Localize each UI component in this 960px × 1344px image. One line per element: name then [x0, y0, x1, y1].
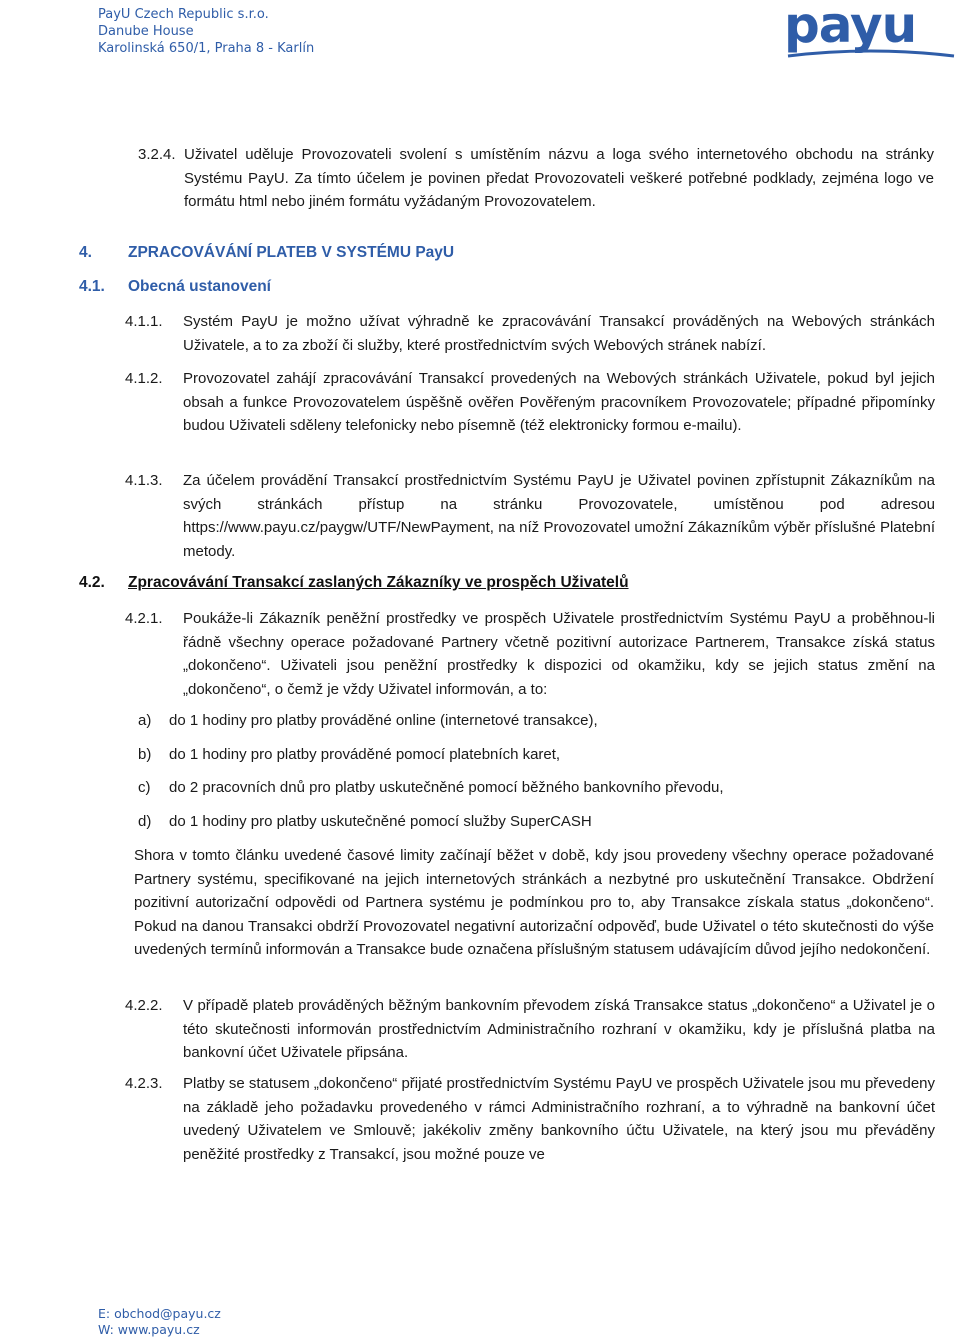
paragraph-text: Uživatel uděluje Provozovateli svolení s umístěním názvu a loga svého internetového obchodu na stránky Systému PayU. Za tímto účelem je povinen předat Provozovateli veškeré potřebné podklady, zejména logo ve formátu html nebo jiném formátu vyžádaným Provozovatelem. [184, 146, 934, 210]
payu-logo [782, 2, 958, 60]
paragraph-text: Poukáže-li Zákazník peněžní prostředky ve prospěch Uživatele prostřednictvím Systému PayU a proběhnou-li řádně všechny operace požadované Partnery včetně pozitivní autorizace Partnerem, Transakce získá status „dokončeno“. Uživateli jsou peněžní prostředky k dispozici od okamžiku, kdy se jejich status změní na „dokončeno“, o čemž je vždy Uživatel informován, a to: [183, 610, 935, 698]
paragraph-number: 4.1.1. [125, 313, 163, 330]
heading-number: 4.2. [79, 574, 105, 591]
list-item-a [138, 709, 938, 733]
company-street: Karolinská 650/1, Praha 8 - Karlín [98, 41, 315, 56]
section-heading-4-1 [79, 278, 271, 296]
list-label: c) [138, 779, 151, 796]
list-label: a) [138, 712, 152, 729]
company-name: PayU Czech Republic s.r.o. [98, 7, 269, 22]
heading-text: Zpracovávání Transakcí zaslaných Zákazníky ve prospěch Uživatelů [128, 574, 629, 591]
paragraph-4-1-2 [125, 367, 935, 438]
section-heading-4 [79, 244, 454, 262]
heading-number: 4. [79, 244, 92, 261]
paragraph-number: 3.2.4. [138, 146, 176, 163]
paragraph-text: Provozovatel zahájí zpracovávání Transakcí provedených na Webových stránkách Uživatele, pokud byl jejich obsah a funkce Provozovatelem úspěšně ověřen Pověřeným pracovníkem Provozovatele; případné připomínky budou Uživateli sděleny telefonicky nebo písemně (též elektronicky formou e-mailu). [183, 370, 935, 434]
paragraph-text: Za účelem provádění Transakcí prostřednictvím Systému PayU je Uživatel povinen zpřístupnit Zákazníkům na svých stránkách přístup na stránku Provozovatele, umístěnou pod adresou https://www.payu.cz/paygw/UTF/NewPayment, na níž Provozovatel umožní Zákazníkům výběr příslušné Platební metody. [183, 472, 935, 560]
paragraph-time-limits [134, 844, 934, 962]
list-text: do 2 pracovních dnů pro platby uskutečněné pomocí běžného bankovního převodu, [169, 779, 724, 796]
paragraph-text: Systém PayU je možno užívat výhradně ke zpracovávání Transakcí prováděných na Webových stránkách Uživatele, a to za zboží či služby, které prostřednictvím svých Webových stránek nabízí. [183, 313, 935, 354]
company-building: Danube House [98, 24, 194, 39]
paragraph-text: V případě plateb prováděných běžným bankovním převodem získá Transakce status „dokončeno“ a Uživatel je o této skutečnosti informován prostřednictvím Administračního rozhraní v okamžiku, kdy je příslušná platba na bankovní účet Uživatele připsána. [183, 997, 935, 1061]
svg-text:payu: payu [784, 2, 917, 54]
paragraph-number: 4.1.2. [125, 370, 163, 387]
section-heading-4-2 [79, 574, 629, 592]
list-text: do 1 hodiny pro platby uskutečněné pomocí služby SuperCASH [169, 813, 592, 830]
paragraph-4-1-1 [125, 310, 935, 357]
paragraph-number: 4.2.3. [125, 1075, 163, 1092]
paragraph-4-2-2 [125, 994, 935, 1065]
heading-text: ZPRACOVÁVÁNÍ PLATEB V SYSTÉMU PayU [128, 244, 455, 261]
paragraph-text: Shora v tomto článku uvedené časové limity začínají běžet v době, kdy jsou provedeny všechny operace požadované Partnery systému, specifikované na jejich internetových stránkách a nezbytné pro uskutečnění Transakce. Obdržení pozitivní autorizační odpovědi od Partnera systému je podmínkou pro to, aby Transakce získala status „dokončeno“. Pokud na danou Transakci obdrží Provozovatel negativní autorizační odpověď, bude Uživatel o této skutečnosti do výše uvedených termínů informován a Transakce bude označena příslušným statusem udávajícím důvod jejího nedokončení. [134, 847, 934, 958]
paragraph-number: 4.2.2. [125, 997, 163, 1014]
list-text: do 1 hodiny pro platby prováděné pomocí platebních karet, [169, 746, 561, 763]
heading-number: 4.1. [79, 278, 105, 295]
paragraph-4-2-1 [125, 607, 935, 701]
paragraph-4-1-3 [125, 469, 935, 563]
paragraph-number: 4.2.1. [125, 610, 163, 627]
footer-web: W: www.payu.cz [98, 1322, 200, 1337]
paragraph-text: Platby se statusem „dokončeno“ přijaté prostřednictvím Systému PayU ve prospěch Uživatele jsou mu převedeny na základě jeho požadavku provedeného v rámci Administračního rozhraní, a to výhradně na bankovní účet uvedený Uživatelem ve Smlouvě; jakékoliv změny bankovního účtu Uživatele, na který jsou mu převáděny peněžité prostředky z Transakcí, jsou možné pouze ve [183, 1075, 936, 1163]
list-item-b [138, 743, 938, 767]
heading-text: Obecná ustanovení [128, 278, 271, 295]
paragraph-4-2-3 [125, 1072, 935, 1166]
paragraph-number: 4.1.3. [125, 472, 163, 489]
page-footer [98, 1306, 221, 1338]
list-label: b) [138, 746, 152, 763]
list-text: do 1 hodiny pro platby prováděné online (internetové transakce), [169, 712, 598, 729]
list-label: d) [138, 813, 152, 830]
company-address [98, 6, 314, 57]
list-item-d [138, 810, 938, 834]
footer-email: E: obchod@payu.cz [98, 1306, 221, 1321]
paragraph-3-2-4 [138, 143, 934, 214]
list-item-c [138, 776, 938, 800]
